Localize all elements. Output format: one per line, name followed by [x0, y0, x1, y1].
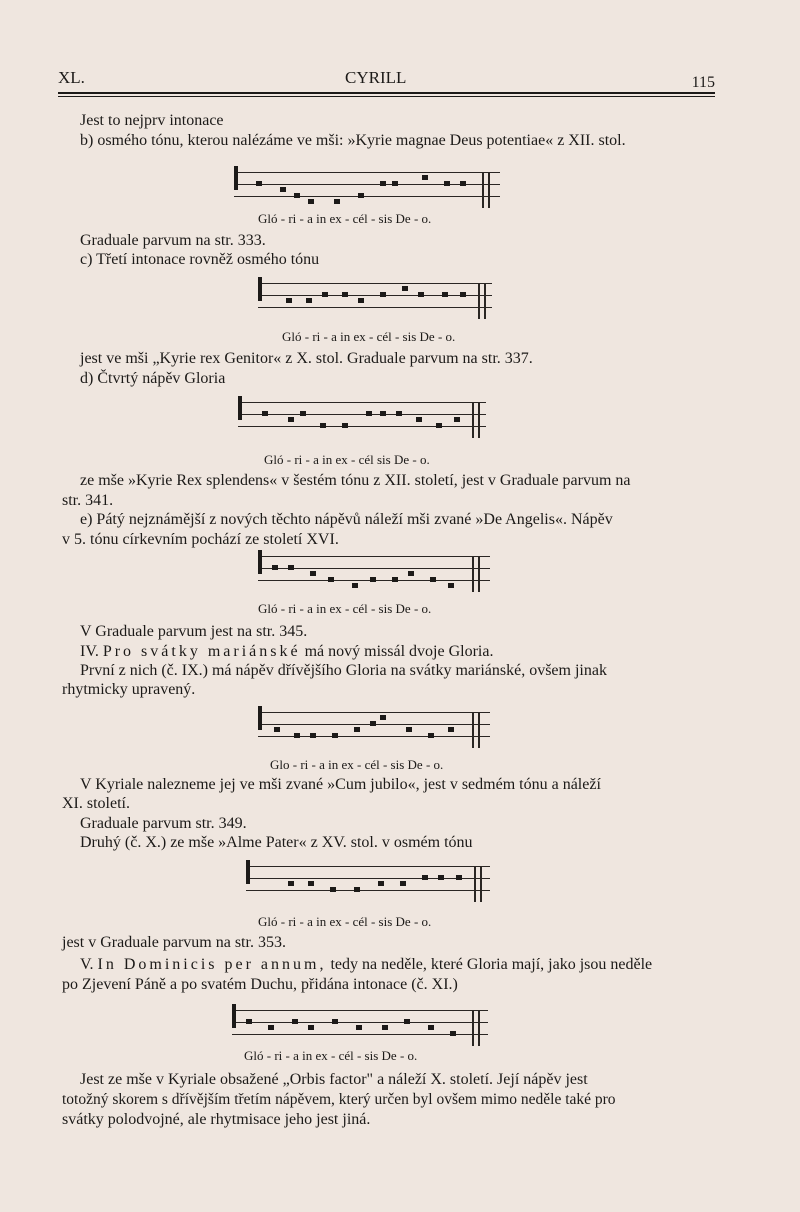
chant-lyrics: Glo - ri - a in ex - cél - sis De - o.	[270, 757, 444, 772]
text-line: Jest to nejprv intonace	[80, 112, 224, 129]
section-title: In Dominicis per annum,	[97, 956, 327, 973]
section-number: V.	[80, 956, 94, 973]
header-rule-thin	[58, 96, 715, 97]
chant-lyrics: Gló - ri - a in ex - cél - sis De - o.	[258, 211, 432, 226]
chant-staff	[258, 712, 490, 748]
text-line: rhytmicky upravený.	[62, 681, 196, 698]
section-heading-line	[80, 955, 652, 975]
text-line: c) Třetí intonace rovněž osmého tónu	[80, 251, 320, 268]
chant-staff	[232, 1010, 488, 1046]
text-line: v 5. tónu církevním pochází ze století XVI.	[62, 531, 339, 548]
chant-staff	[258, 283, 492, 319]
text-line: b) osmého tónu, kterou nalézáme ve mši: »Kyrie magnae Deus potentiae« z XII. stol.	[80, 132, 626, 149]
section-text: tedy na neděle, které Gloria mají, jako jsou neděle	[330, 956, 653, 973]
text-line: e) Pátý nejznámější z nových těchto nápěvů náleží mši zvané »De Angelis«. Nápěv	[80, 511, 613, 528]
text-line: V Graduale parvum jest na str. 345.	[80, 623, 308, 640]
text-line: ze mše »Kyrie Rex splendens« v šestém tónu z XII. století, jest v Graduale parvum na	[80, 472, 631, 489]
section-heading-line	[80, 642, 493, 662]
chant-lyrics: Gló - ri - a in ex - cél sis De - o.	[264, 452, 430, 467]
text-line: Graduale parvum str. 349.	[80, 815, 247, 832]
chant-lyrics: Gló - ri - a in ex - cél - sis De - o.	[282, 329, 456, 344]
text-line: V Kyriale nalezneme jej ve mši zvané »Cum jubilo«, jest v sedmém tónu a náleží	[80, 776, 601, 793]
chant-lyrics: Gló - ri - a in ex - cél - sis De - o.	[258, 914, 432, 929]
text-line: svátky polodvojné, ale rhytmisace jeho jest jiná.	[62, 1111, 371, 1128]
section-number: IV.	[80, 643, 99, 660]
chant-staff	[246, 866, 490, 902]
text-line: Jest ze mše v Kyriale obsažené „Orbis factor" a náleží X. století. Její nápěv jest	[80, 1071, 588, 1088]
chant-staff	[234, 172, 500, 208]
text-line: str. 341.	[62, 492, 114, 509]
running-title: CYRILL	[345, 68, 407, 87]
header-rule	[58, 92, 715, 94]
page-number: 115	[691, 74, 715, 91]
chapter-number: XL.	[58, 68, 85, 87]
text-line: d) Čtvrtý nápěv Gloria	[80, 370, 226, 387]
section-title: Pro svátky mariánské	[102, 643, 301, 660]
chant-lyrics: Gló - ri - a in ex - cél - sis De - o.	[258, 601, 432, 616]
chant-staff	[258, 556, 490, 592]
text-line: jest ve mši „Kyrie rex Genitor« z X. stol. Graduale parvum na str. 337.	[80, 350, 533, 367]
text-line: Druhý (č. X.) ze mše »Alme Pater« z XV. stol. v osmém tónu	[80, 834, 473, 851]
text-line: XI. století.	[62, 795, 130, 812]
text-line: První z nich (č. IX.) má nápěv dřívějšího Gloria na svátky mariánské, ovšem jinak	[80, 662, 607, 679]
text-line: totožný skorem s dřívějším třetím nápěvem, který určen byl ovšem mimo neděle také pro	[62, 1091, 616, 1108]
chant-lyrics: Gló - ri - a in ex - cél - sis De - o.	[244, 1048, 418, 1063]
text-line: po Zjevení Páně a po svatém Duchu, přidána intonace (č. XI.)	[62, 976, 458, 993]
text-line: jest v Graduale parvum na str. 353.	[62, 934, 286, 951]
chant-staff	[238, 402, 486, 438]
text-line: Graduale parvum na str. 333.	[80, 232, 266, 249]
section-text: má nový missál dvoje Gloria.	[304, 643, 494, 660]
